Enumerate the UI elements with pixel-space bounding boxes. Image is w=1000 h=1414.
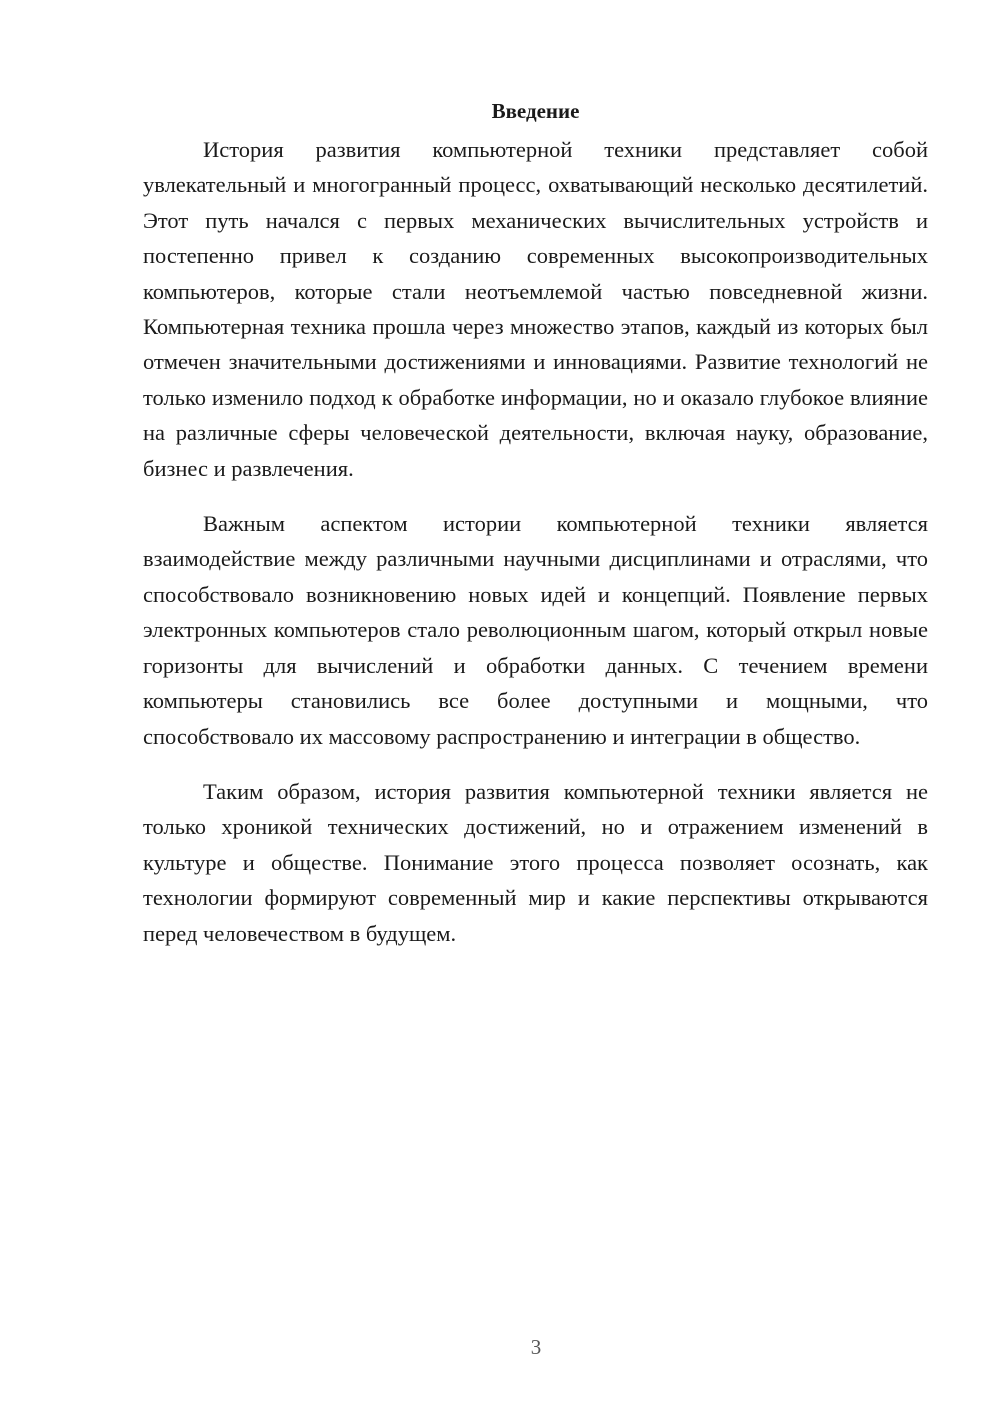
- section-heading: Введение: [491, 99, 580, 123]
- page-number: 3: [530, 1335, 542, 1359]
- page-content: [143, 96, 928, 971]
- paragraph-2: Важным аспектом истории компьютерной техники является взаимодействие между различными научными дисциплинами и отраслями, что способствовало возникновению новых идей и концепций. Появление первых электронных компьютеров стало революционным шагом, который открыл новые горизонты для вычислений и обработки данных. С течением времени компьютеры становились все более доступными и мощными, что способствовало их массовому распространению и интеграции в общество.: [143, 511, 928, 749]
- paragraph-1: История развития компьютерной техники представляет собой увлекательный и многогранный процесс, охватывающий несколько десятилетий. Этот путь начался с первых механических вычислительных устройств и постепенно привел к созданию современных высокопроизводительных компьютеров, которые стали неотъемлемой частью повседневной жизни. Компьютерная техника прошла через множество этапов, каждый из которых был отмечен значительными достижениями и инновациями. Развитие технологий не только изменило подход к обработке информации, но и оказало глубокое влияние на различные сферы человеческой деятельности, включая науку, образование, бизнес и развлечения.: [143, 137, 928, 481]
- paragraph-3: Таким образом, история развития компьютерной техники является не только хроникой технических достижений, но и отражением изменений в культуре и обществе. Понимание этого процесса позволяет осознать, как технологии формируют современный мир и какие перспективы открываются перед человечеством в будущем.: [143, 778, 928, 946]
